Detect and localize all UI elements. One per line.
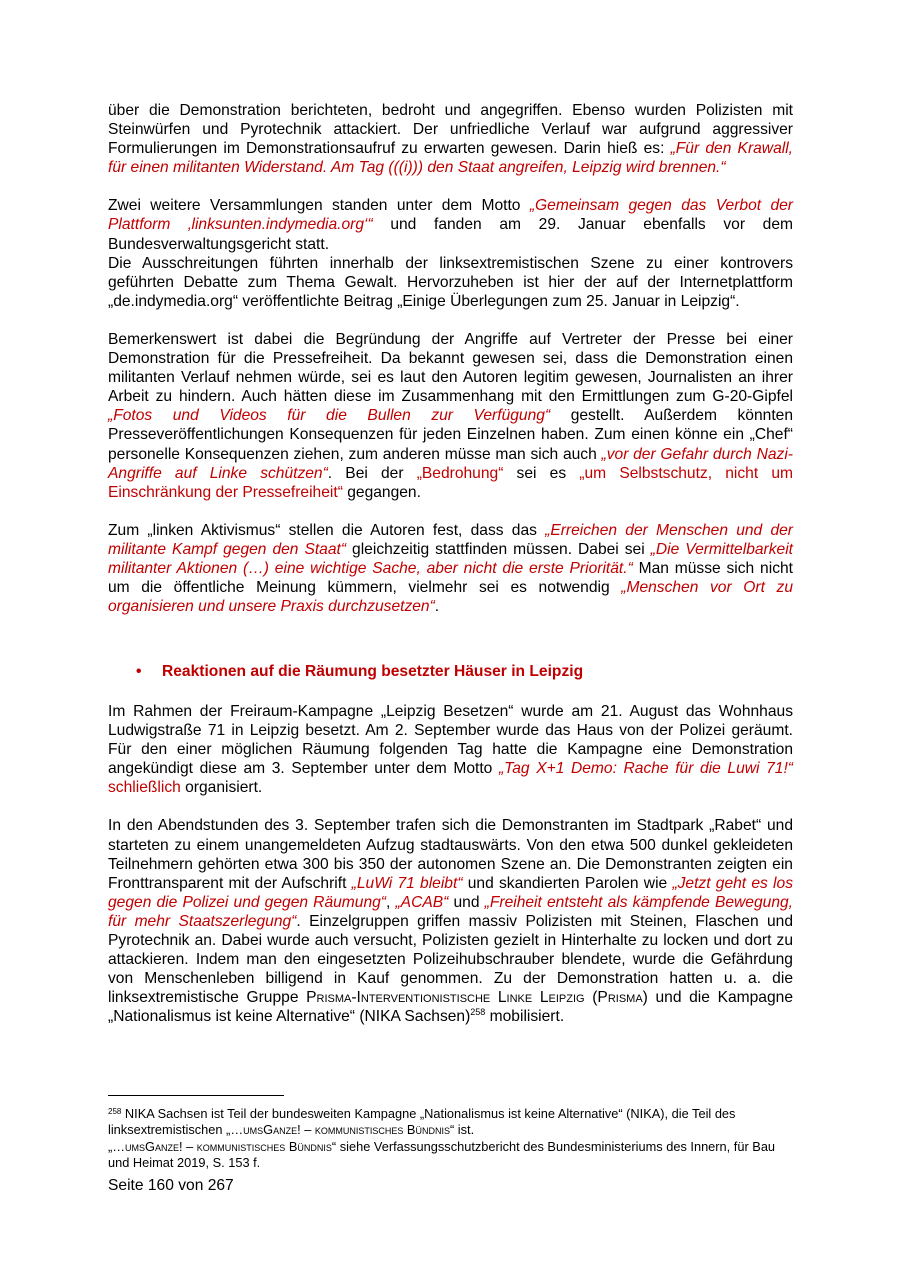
- paragraph-4: Bemerkenswert ist dabei die Begründung der Angriffe auf Vertreter der Presse bei einer Demonstration für die Pressefreiheit. Da bekannt gewesen sei, dass die Demonstration einen militanten Verlauf nehmen würde, sei es laut den Autoren legitim gewesen, Journalisten an ihrer Arbeit zu hindern. Auch hätten diese im Zusammenhang mit den Ermittlungen zum G-20-Gipfel „Fotos und Videos für die Bullen zur Verfügung“ gestellt. Außerdem könnten Presseveröffentlichungen Konsequenzen für jeden Einzelnen haben. Zum einen könne ein „Chef“ personelle Konsequenzen ziehen, zum anderen müsse man sich auch „vor der Gefahr durch Nazi-Angriffe auf Linke schützen“. Bei der „Bedrohung“ sei es „um Selbstschutz, nicht um Einschränkung der Pressefreiheit“ gegangen.: [108, 330, 793, 501]
- quote: „Jetzt geht es los gegen die Polizei und gegen Räumung“: [108, 874, 793, 911]
- quote: „Tag X+1 Demo: Rache für die Luwi 71!“: [498, 760, 793, 778]
- quote: „Die Vermittelbarkeit militanter Aktionen (…) eine wichtige Sache, aber nicht die erste Priorität.“: [108, 540, 793, 577]
- quote: „Freiheit entsteht als kämpfende Bewegung, für mehr Staatszerlegung“: [108, 893, 794, 930]
- footnote-reference[interactable]: 258: [470, 1007, 486, 1018]
- quote: „Gemeinsam gegen das Verbot der Plattform ‚linksunten.indymedia.org‘“: [108, 197, 793, 234]
- quote: „um Selbstschutz, nicht um Einschränkung der Pressefreiheit“: [108, 464, 793, 501]
- page-body-continued: [108, 702, 793, 1027]
- paragraph-2: Zwei weitere Versammlungen standen unter dem Motto „Gemeinsam gegen das Verbot der Plattform ‚linksunten.indymedia.org‘“ und fanden am 29. Januar ebenfalls vor dem Bundesverwaltungsgericht statt.: [108, 197, 794, 253]
- quote: „LuWi 71 bleibt“: [351, 874, 463, 892]
- paragraph-6: Im Rahmen der Freiraum-Kampagne „Leipzig Besetzen“ wurde am 21. August das Wohnhaus Ludwigstraße 71 in Leipzig besetzt. Am 2. September wurde das Haus von der Polizei geräumt. Für den einer möglichen Räumung folgenden Tag hatte die Kampagne eine Demonstration angekündigt diese am 3. September unter dem Motto „Tag X+1 Demo: Rache für die Luwi 71!“ schließlich organisiert.: [108, 703, 793, 797]
- footnote-divider: [108, 1095, 284, 1096]
- quote: „Bedrohung“: [416, 464, 504, 482]
- paragraph-3: Die Ausschreitungen führten innerhalb der linksextremistischen Szene zu einer kontrovers geführten Debatte zum Thema Gewalt. Hervorzuheben ist hier der auf der Internetplattform „de.indymedia.org“ veröffentlichte Beitrag „Einige Überlegungen zum 25. Januar in Leipzig“.: [108, 254, 793, 310]
- paragraph-1: über die Demonstration berichteten, bedroht und angegriffen. Ebenso wurden Polizisten mit Steinwürfen und Pyrotechnik attackiert. Der unfriedliche Verlauf war aufgrund aggressiver Formulierungen im Demonstrationsaufruf zu erwarten gewesen. Darin hieß es: „Für den Krawall, für einen militanten Widerstand. Am Tag (((i))) den Staat angreifen, Leipzig wird brennen.“: [108, 102, 794, 177]
- footnote-number: 258: [108, 1107, 122, 1116]
- page-number: Seite 160 von 267: [108, 1177, 234, 1194]
- paragraph-7: In den Abendstunden des 3. September trafen sich die Demonstranten im Stadtpark „Rabet“ und starteten zu einem unangemeldeten Aufzug stadtauswärts. Von den etwa 500 dunkel gekleideten Teilnehmern gehörten etwa 300 bis 350 der autonomen Szene an. Die Demonstranten zeigten ein Fronttransparent mit der Aufschrift „LuWi 71 bleibt“ und skandierten Parolen wie „Jetzt geht es los gegen die Polizei und gegen Räumung“, „ACAB“ und „Freiheit entsteht als kämpfende Bewegung, für mehr Staatszerlegung“. Einzelgruppen griffen massiv Polizisten mit Steinen, Flaschen und Pyrotechnik an. Dabei wurde auch versucht, Polizisten gezielt in Hinterhalte zu locken und dort zu attackieren. Indem man den eingesetzten Polizeihubschrauber blendete, wurde die Gefährdung von Menschenleben billigend in Kauf genommen. Zu der Demonstration hatten u. a. die linksextremistische Gruppe Prisma-Interventionistische Linke Leipzig (Prisma) und die Kampagne „Nationalismus ist keine Alternative“ (NIKA Sachsen)$^{258}$ mobilisiert.: [108, 817, 794, 1026]
- quote: „Fotos und Videos für die Bullen zur Verfügung“: [108, 407, 551, 425]
- page-body: [108, 101, 793, 616]
- bullet-icon: •: [136, 663, 142, 680]
- paragraph-5: Zum „linken Aktivismus“ stellen die Autoren fest, dass das „Erreichen der Menschen und der militante Kampf gegen den Staat“ gleichzeitig stattfinden müssen. Dabei sei „Die Vermittelbarkeit militanter Aktionen (…) eine wichtige Sache, aber nicht die erste Priorität.“ Man müsse sich nicht um die öffentliche Meinung kümmern, vielmehr sei es notwendig „Menschen vor Ort zu organisieren und unsere Praxis durchzusetzen“.: [108, 521, 793, 616]
- section-heading-text: Reaktionen auf die Räumung besetzter Häuser in Leipzig: [162, 663, 584, 680]
- quote: „Für den Krawall, für einen militanten Widerstand. Am Tag (((i))) den Staat angreifen, Leipzig wird brennen.“: [108, 140, 794, 177]
- footnote: $^{258}$ NIKA Sachsen ist Teil der bundesweiten Kampagne „Nationalismus ist keine Alternative“ (NIKA), die Teil des linksextremistischen „…umsGanze! – kommunistisches Bündnis“ ist. „…umsGanze! – kommunistisches Bündnis“ siehe Verfassungsschutzbericht des Bundesministeriums des Innern, für Bau und Heimat 2019, S. 153 f.: [108, 1106, 776, 1171]
- organization-name: Prisma-Interventionistische Linke Leipzig (Prisma): [306, 989, 648, 1007]
- quote: „Menschen vor Ort zu organisieren und unsere Praxis durchzusetzen“: [108, 579, 793, 616]
- quote: „vor der Gefahr durch Nazi-Angriffe auf Linke schützen“: [108, 445, 793, 482]
- quote: „Erreichen der Menschen und der militante Kampf gegen den Staat“: [108, 521, 793, 558]
- highlight: schließlich: [108, 779, 181, 797]
- quote: „ACAB“: [395, 893, 449, 911]
